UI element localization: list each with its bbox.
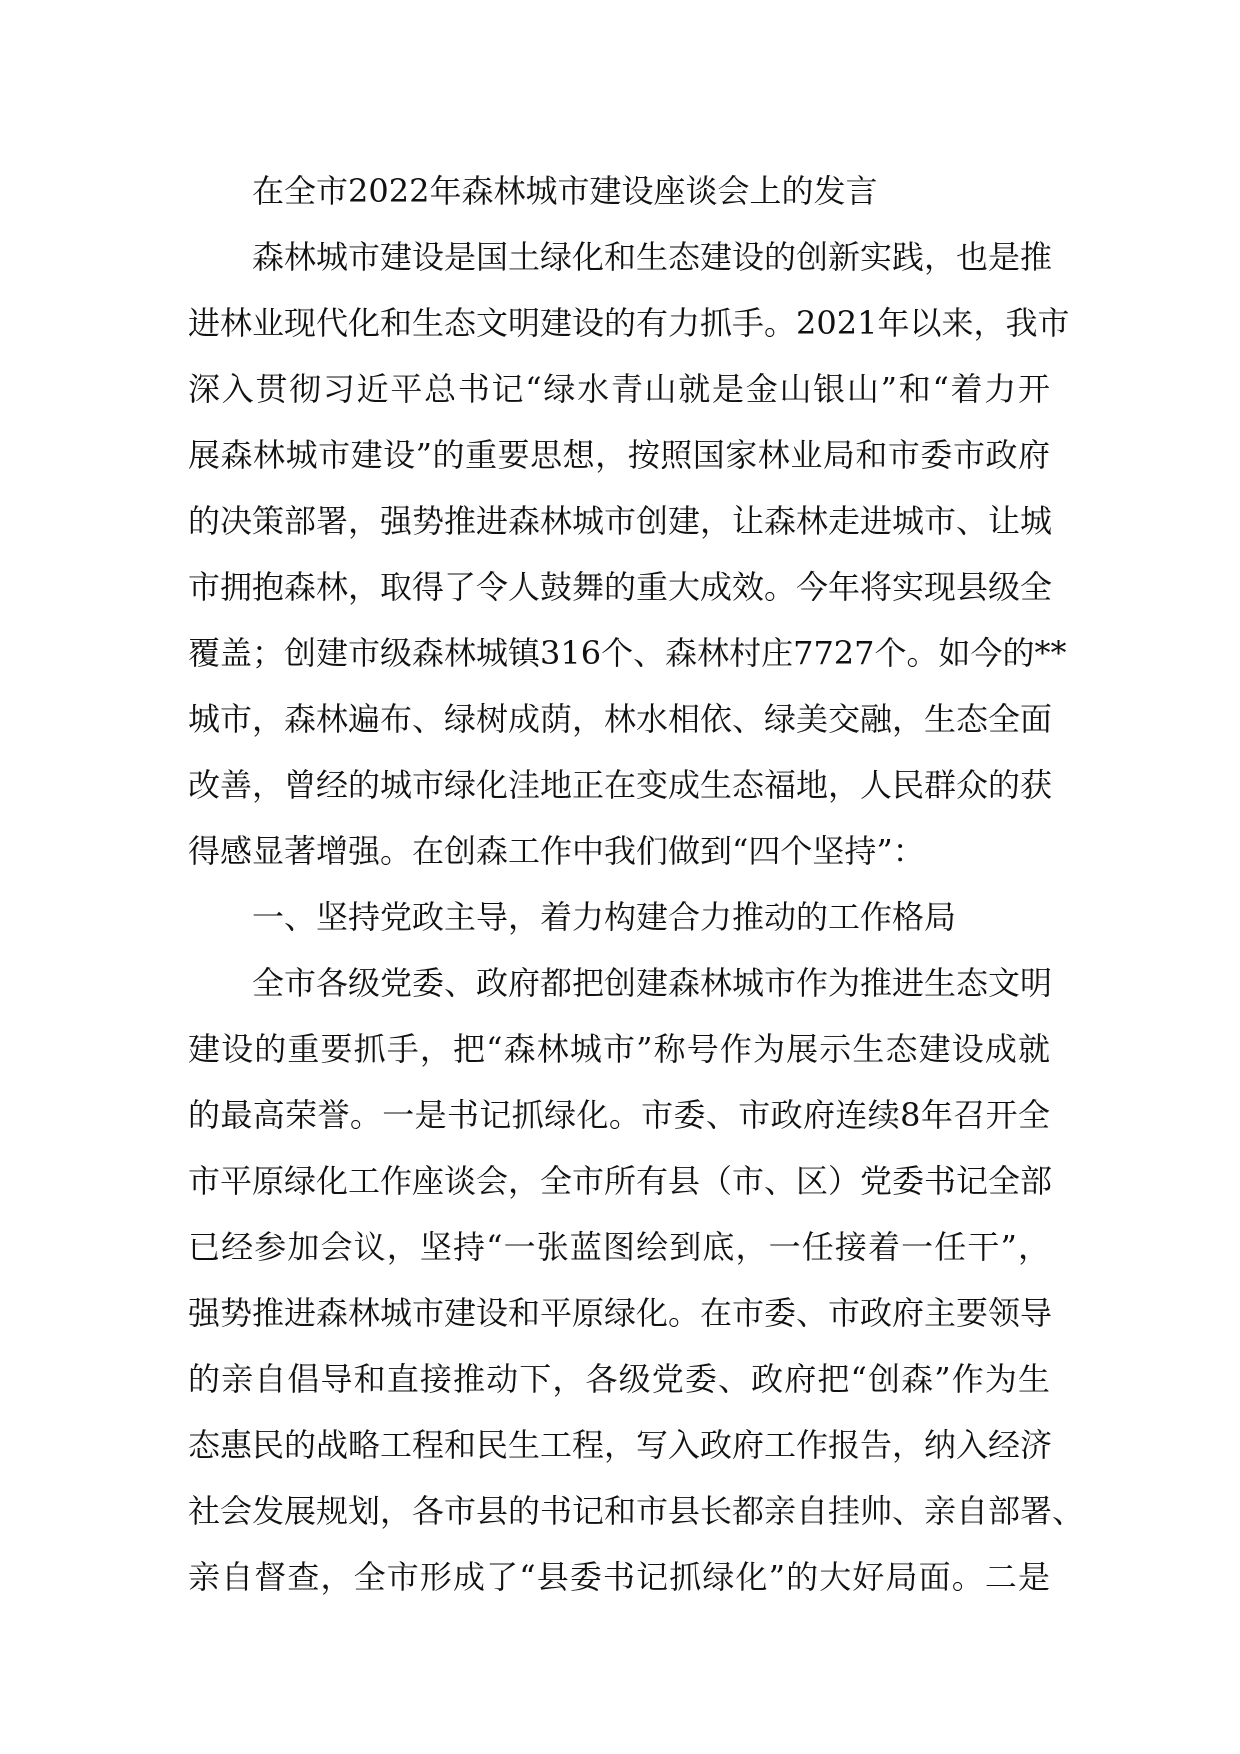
paragraph-line: 全市各级党委、政府都把创建森林城市作为推进生态文明 <box>252 964 1053 1002</box>
paragraph-line: 的决策部署，强势推进森林城市创建，让森林走进城市、让城 <box>188 502 1053 540</box>
paragraph-line: 市拥抱森林，取得了令人鼓舞的重大成效。今年将实现县级全 <box>188 568 1053 606</box>
paragraph-line: 社会发展规划，各市县的书记和市县长都亲自挂帅、亲自部署、 <box>188 1492 1085 1530</box>
paragraph-line: 覆盖；创建市级森林城镇316个、森林村庄7727个。如今的** <box>188 634 1067 672</box>
document-body <box>188 224 1085 1610</box>
document-title: 在全市2022年森林城市建设座谈会上的发言 <box>252 172 878 210</box>
paragraph-line: 已经参加会议，坚持“一张蓝图绘到底，一任接着一任干”， <box>188 1228 1050 1266</box>
document-page <box>188 158 1085 1610</box>
paragraph-line: 得感显著增强。在创森工作中我们做到“四个坚持”： <box>188 832 925 870</box>
paragraph-line: 森林城市建设是国土绿化和生态建设的创新实践，也是推 <box>252 238 1053 276</box>
paragraph-line: 建设的重要抓手，把“森林城市”称号作为展示生态建设成就 <box>188 1030 1050 1068</box>
paragraph-line: 市平原绿化工作座谈会，全市所有县（市、区）党委书记全部 <box>188 1162 1053 1200</box>
paragraph-line: 城市，森林遍布、绿树成荫，林水相依、绿美交融，生态全面 <box>188 700 1053 738</box>
paragraph-line: 进林业现代化和生态文明建设的有力抓手。2021年以来，我市 <box>188 304 1070 342</box>
paragraph-line: 深入贯彻习近平总书记“绿水青山就是金山银山”和“着力开 <box>188 370 1050 408</box>
paragraph-line: 态惠民的战略工程和民生工程，写入政府工作报告，纳入经济 <box>188 1426 1053 1464</box>
paragraph-line: 的亲自倡导和直接推动下，各级党委、政府把“创森”作为生 <box>188 1360 1050 1398</box>
paragraph-line: 一、坚持党政主导，着力构建合力推动的工作格局 <box>252 898 957 936</box>
paragraph-line: 强势推进森林城市建设和平原绿化。在市委、市政府主要领导 <box>188 1294 1053 1332</box>
paragraph-line: 展森林城市建设”的重要思想，按照国家林业局和市委市政府 <box>188 436 1050 474</box>
paragraph-line: 的最高荣誉。一是书记抓绿化。市委、市政府连续8年召开全 <box>188 1096 1050 1134</box>
paragraph-line: 亲自督查，全市形成了“县委书记抓绿化”的大好局面。二是 <box>188 1558 1050 1596</box>
paragraph-line: 改善，曾经的城市绿化洼地正在变成生态福地，人民群众的获 <box>188 766 1053 804</box>
